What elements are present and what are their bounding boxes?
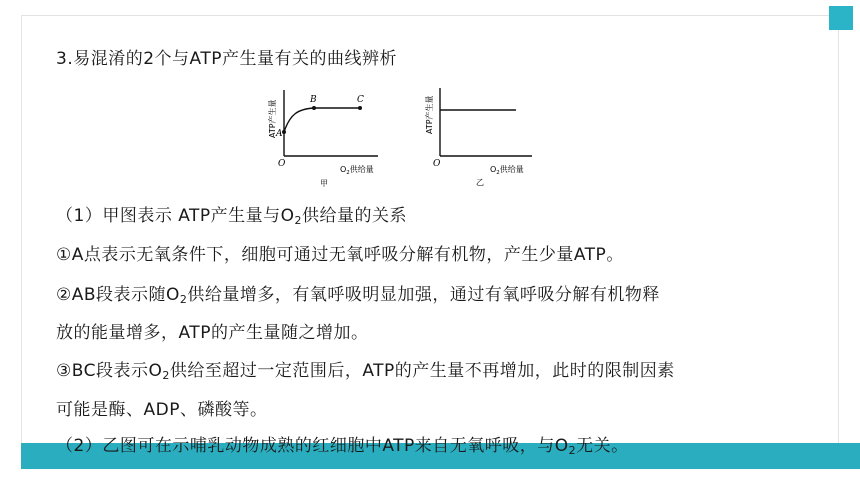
point-a-label: A: [276, 129, 283, 139]
point-a-dot: [282, 130, 286, 134]
text-line-2: ①A点表示无氧条件下，细胞可通过无氧呼吸分解有机物，产生少量ATP。: [56, 245, 624, 265]
point-c-label: C: [357, 95, 364, 105]
point-b-label: B: [310, 95, 317, 105]
text-line-3: ②AB段表示随$O_2$供给量增多，有氧呼吸明显加强，通过有氧呼吸分解有机物释: [56, 285, 660, 306]
figure-yi: [424, 84, 544, 188]
x-axis-label: $O_2$供给量: [490, 165, 524, 176]
figure-jia: [262, 84, 392, 188]
y-axis-label: ATP产生量: [425, 95, 434, 134]
curve-ab: [284, 108, 314, 132]
figure-caption: 乙: [476, 178, 484, 187]
corner-accent: [829, 6, 853, 30]
y-axis-label: ATP产生量: [268, 99, 277, 138]
origin-label: O: [433, 159, 441, 169]
text-line-1: （1）甲图表示 ATP产生量与$O_2$供给量的关系: [56, 206, 408, 227]
text-line-4: 放的能量增多，ATP的产生量随之增加。: [56, 323, 369, 343]
text-line-7: （2）乙图可在示哺乳动物成熟的红细胞中ATP来自无氧呼吸，与$O_2$无关。: [56, 436, 629, 457]
origin-label: O: [278, 159, 286, 169]
text-line-5: ③BC段表示$O_2$供给至超过一定范围后，ATP的产生量不再增加，此时的限制因素: [56, 361, 675, 382]
slide-title: 3.易混淆的2个与ATP产生量有关的曲线辨析: [56, 49, 397, 69]
point-c-dot: [358, 106, 362, 110]
text-line-6: 可能是酶、ADP、磷酸等。: [56, 400, 268, 420]
x-axis-label: $O_2$供给量: [340, 165, 374, 176]
point-b-dot: [312, 106, 316, 110]
figure-caption: 甲: [320, 179, 328, 188]
